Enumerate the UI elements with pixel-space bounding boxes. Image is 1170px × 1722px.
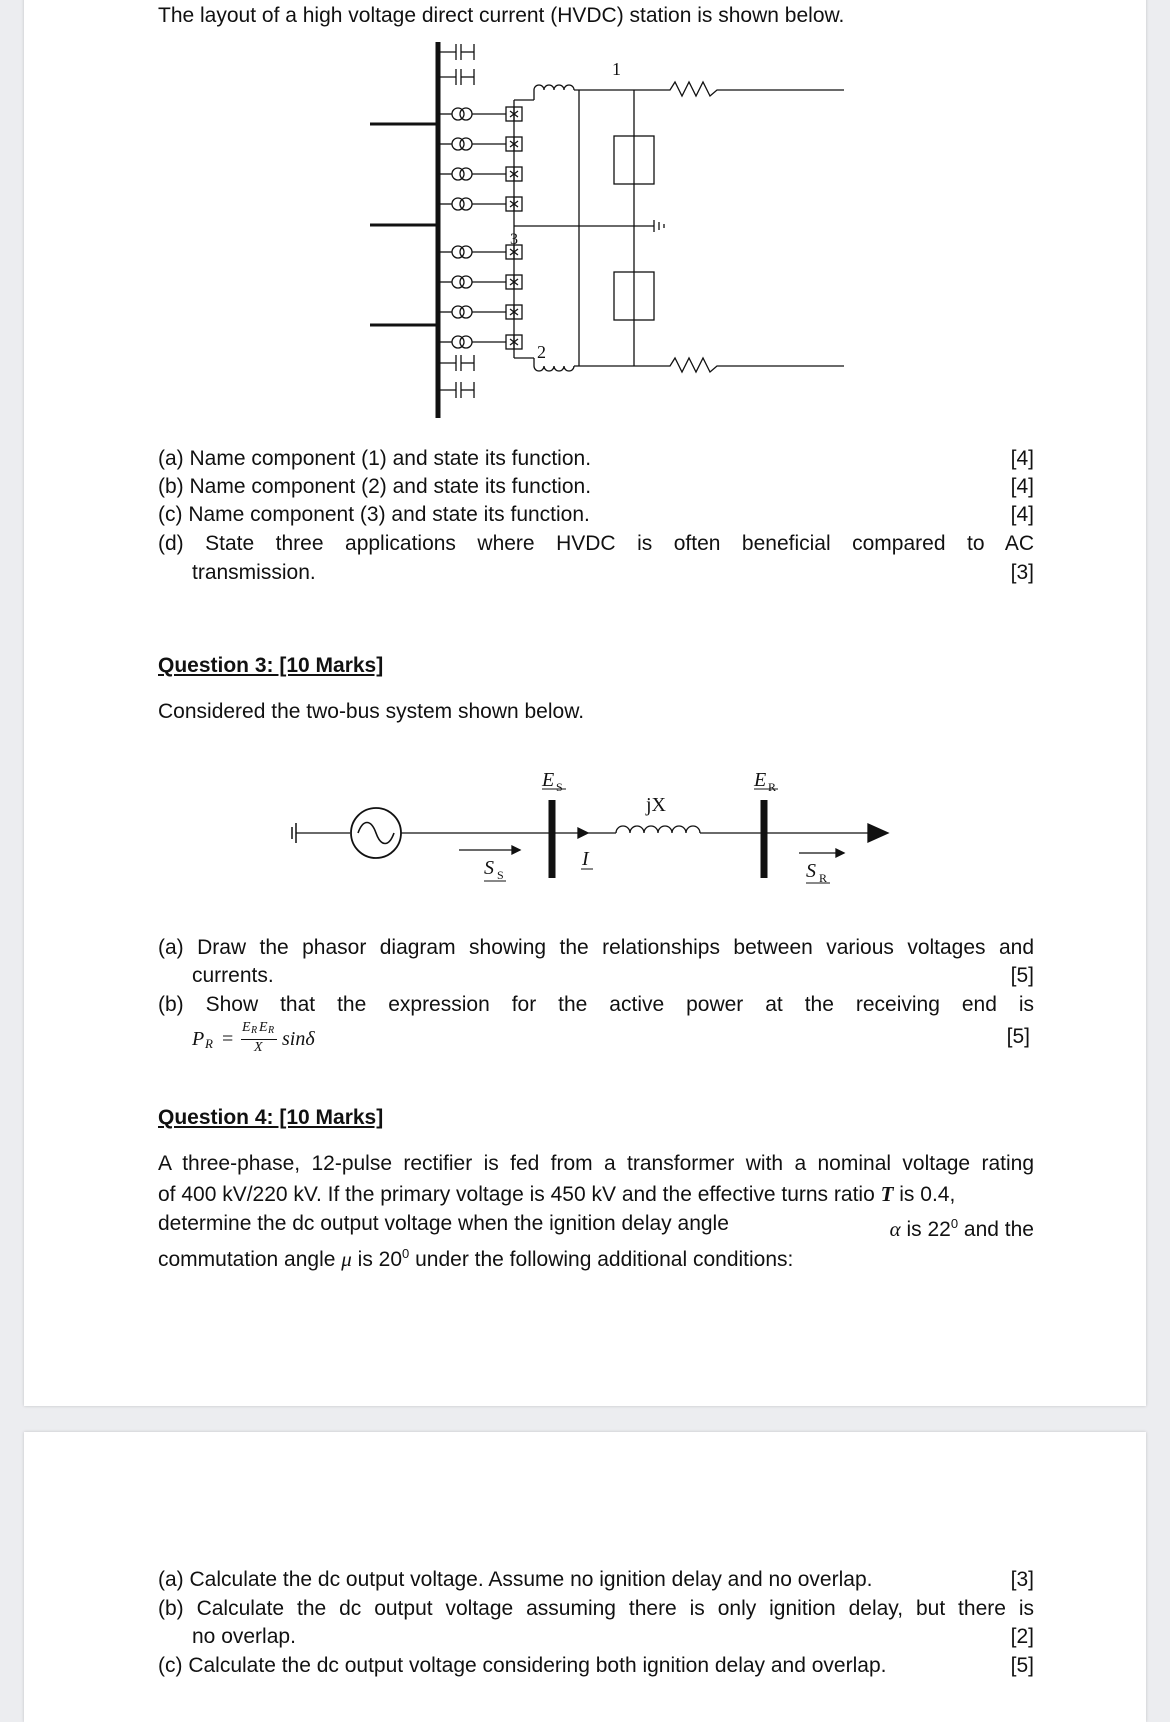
page-two bbox=[24, 1432, 1146, 1722]
q4-line-3: determine the dc output voltage when the ignition delay angle α is $22^0$ and the bbox=[158, 1212, 1034, 1241]
reactance-coil bbox=[616, 826, 700, 833]
label-jx: jX bbox=[646, 794, 666, 816]
filter-capacitors-top bbox=[438, 44, 474, 85]
q3-part-a-marks: [5] bbox=[1010, 964, 1034, 987]
label-ss-sub: S bbox=[497, 868, 504, 882]
q4-part-b-cont: no overlap. bbox=[192, 1625, 296, 1648]
label-component-2: 2 bbox=[537, 342, 546, 362]
q2-part-a-marks: [4] bbox=[1010, 447, 1034, 470]
q4-heading: Question 4: [10 Marks] bbox=[158, 1106, 384, 1129]
q2-intro: The layout of a high voltage direct current (HVDC) station is shown below. bbox=[158, 4, 845, 27]
label-component-1: 1 bbox=[612, 59, 621, 79]
q2-part-d: (d) State three applications where HVDC is often beneficial compared to AC bbox=[158, 532, 1034, 555]
q4-part-c-marks: [5] bbox=[1010, 1654, 1034, 1677]
q2-part-c-marks: [4] bbox=[1010, 503, 1034, 526]
smoothing-reactor-top bbox=[534, 85, 574, 90]
page-one: The layout of a high voltage direct current (HVDC) station is shown below. 1 2 3 (a) Name component (1) and state its function. [4] (b) Name component (2) and state its function. [4] (c) Name component (3) and state its function. [4] (d) State three applications where HVDC is often beneficial compared to AC transmission. [3] Question 3: [10 Marks] Considered the two-bus system shown below. E S E R jX S S I S R (a) Draw the phasor diagram showing the relationships between various voltages and currents. [5] (b) Show that the expression for the active power at the receiving end is [5] P R = E R E R X sinδ Question 4: [10 Marks] A three-phase, 12-pulse rectifier is fed from a transformer with a nominal voltage rating of 400 kV/220 kV. If the primary voltage is 450 kV and the effective turns ratio T is 0.4, determine the dc output voltage when the ignition delay angle α is $22^0$ and the commutation angle μ is $20^0$ under the following additional conditions: bbox=[24, 0, 1146, 1406]
q3-part-a: (a) Draw the phasor diagram showing the relationships between various voltages and bbox=[158, 936, 1034, 959]
label-es-sub: S bbox=[556, 780, 563, 794]
q4-part-b-marks: [2] bbox=[1010, 1625, 1034, 1648]
q2-part-d-marks: [3] bbox=[1010, 561, 1034, 584]
label-ss: S bbox=[484, 857, 494, 879]
label-component-3: 3 bbox=[510, 231, 518, 248]
q3-intro: Considered the two-bus system shown below. bbox=[158, 700, 585, 723]
q2-part-c: (c) Name component (3) and state its function. bbox=[158, 503, 590, 526]
filter-capacitors-bottom bbox=[438, 355, 474, 398]
q3-part-b: (b) Show that the expression for the active power at the receiving end is bbox=[158, 993, 1034, 1016]
label-i: I bbox=[582, 848, 589, 870]
q4-line-1: A three-phase, 12-pulse rectifier is fed from a transformer with a nominal voltage rating bbox=[158, 1152, 1034, 1175]
converter-rows bbox=[438, 107, 522, 349]
label-es: E bbox=[542, 769, 555, 791]
label-er-sub: R bbox=[768, 780, 777, 794]
q4-part-c: (c) Calculate the dc output voltage considering both ignition delay and overlap. bbox=[158, 1654, 887, 1677]
q4-line-2: of 400 kV/220 kV. If the primary voltage is 450 kV and the effective turns ratio T is 0.4, bbox=[158, 1182, 956, 1206]
q3-part-a-cont: currents. bbox=[192, 964, 274, 987]
q2-part-b: (b) Name component (2) and state its function. bbox=[158, 475, 592, 498]
q4-line-4: commutation angle μ is $20^0$ under the following additional conditions: bbox=[158, 1246, 794, 1271]
q3-part-b-marks: [5] bbox=[1006, 1025, 1030, 1048]
q2-part-a: (a) Name component (1) and state its function. bbox=[158, 447, 592, 470]
smoothing-reactor-bottom bbox=[534, 366, 574, 371]
q2-part-b-marks: [4] bbox=[1010, 475, 1034, 498]
two-bus-diagram bbox=[284, 761, 904, 901]
hvdc-station-diagram bbox=[314, 36, 854, 426]
q2-part-d-cont: transmission. bbox=[192, 561, 316, 584]
q4-part-b: (b) Calculate the dc output voltage assuming there is only ignition delay, but there is bbox=[158, 1597, 1034, 1620]
label-er: E bbox=[754, 769, 767, 791]
q4-part-a-marks: [3] bbox=[1010, 1568, 1034, 1591]
q3-heading: Question 3: [10 Marks] bbox=[158, 654, 384, 677]
label-sr-sub: R bbox=[819, 871, 828, 885]
q4-part-a: (a) Calculate the dc output voltage. Assume no ignition delay and no overlap. bbox=[158, 1568, 873, 1591]
label-sr: S bbox=[806, 860, 816, 882]
